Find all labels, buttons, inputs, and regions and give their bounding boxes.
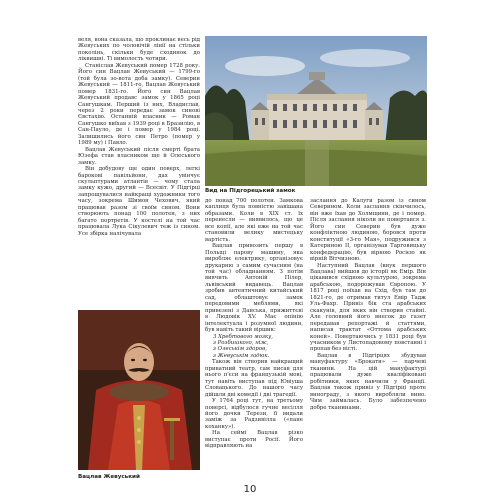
portrait-photo — [78, 310, 200, 470]
poem-line: З Хребтового мозку, — [213, 333, 273, 340]
page-number: 10 — [243, 484, 257, 495]
paragraph: На сеймі Вацлав різко виступає проти Росії. Його відправляють на — [205, 430, 303, 450]
paragraph: Також він створив найкращий приватний театр, сам писав для нього п'єси на французькій мові, тут навіть виступав під Ювіуша Словацького. До нашого часу дійшли дві комедії і дві трагедії. — [205, 359, 303, 398]
poem-line: з Олеськім здоров, — [213, 346, 267, 353]
paragraph: У 1764 році тут, на третьому поверсі, відбулося гучне весілля його дочки Терези, її видали заміж за Радзивілла («пане коханку»). — [205, 398, 303, 430]
text-column-right — [310, 198, 426, 411]
paragraph: Вацлав Жевуський після смерті брата Юзефа став власником ще й Олеського замку. — [78, 146, 200, 166]
castle-photo — [205, 36, 427, 186]
castle-photo-caption: Вид на Підгорецький замок — [205, 188, 296, 194]
paragraph: заслання до Калуги разом із сином Северином. Коли заслання скінчилось, він вже їхав до Холмщини, де і помер. Після заслання ніколи не повертався з. Його син Северин був дуже конфліктною людиною, боровся проти конституції «3-го Мая», подружився з Катериною II, організував Тарговицьку конфедерацію, був вірною Росією як вірній Вітчизною. — [310, 198, 426, 263]
poem-line: з Розбишкого, ніж, — [213, 339, 269, 346]
text-column-middle — [205, 198, 303, 450]
poem-line: з Жевуськім гадюк. — [213, 352, 270, 359]
paragraph: веля, вона сказала, що проклинає весь рід Жевуських по чоловічій лінії на стільки поколінь, скільки буде сходинок до ліквишні. Ті вимолость чотири. — [78, 37, 200, 63]
paragraph: до понад 700 полотен. Замкова каплиця була повністю завішана образами. Коли в XIX ст. їх перенесли — виявилось, що це все копії, але які вже на той час становили велику мистецьку вартість. — [205, 198, 303, 243]
paragraph: Він добудову ще один поверх, легкі барокові павільйони, дах увінчує скульптурами атлантів — чому стала замку кужо, другий — Всесвіт. У Підгірці запрошувалися найкращі художники того часу, зокрема Шимон Чехович, який працював разом зі своїм сином. Вони створюють понад 100 полотен, з них багато портретів. У костелі на той час працювала Лука Сікулевич теж із сином. Усе збірка налічувала — [78, 166, 200, 237]
paragraph: Вацлав привозить першу в Польщі парову машину, яка виробляє електрику, організовує друкарню з самим сучасним (на той час) обладнанням. З потім вивчить Антоній Пілер, львівський видавець. Вацлав зробив автентичний китайський сад, облаштовує замок передовими меблями, які привезені з Данська, прижиттєві в Людовік XV. Має опінію інтелектуала і розумної людини, був навіть такий віршик: — [205, 243, 303, 334]
text-column-left — [78, 37, 200, 237]
paragraph: Вацлав в Підгірцях збудував мануфактуру «Брокати» — парчеві тканини. На цій мануфактурі працювали дуже кваліфіковані робітники, яких навчили у Франції. Вацлав також привіз у Підгірці проте винограду, з якого виробляли вино. Чим займалась. Було забезпечено добре тканинами. — [310, 352, 426, 411]
paragraph: Станіслав Жевуський помер 1728 року. Його син Вацлав Жевуський — 1799-го (той була зо-вота доба замку). Северин Жевуський — 1811-го, Вацлав Жевуський помер 1831-го. Його син Вацлав Жевуський продавс замок у 1865 році Сангушкам. Перший із них, Владислав, через 2 роки передає замок синові Євстахію. Останній власник — Роман Сангушко виїхав з 1939 році в Бразилію, в Сан-Пауло, де і помер у 1984 році. Залишились його син Петро (помер у 1989 му) і Павло. — [78, 62, 200, 147]
paragraph: Наступний Вацлав (внук першого Вацлава) вийшов до історії як Емір. Він цікавився східною культурою, зокрема арабською, подорожував Європою. У 1817 році поїхав на Схід, був там до 1821-го, де отримав титул Емір Тадж Уль-Фахр. Привіз бік ста арабських скакунів, для яких він створив стайні. Але головний його внесок до газет передавав репортажі й статтями, написав трактат «Оттома арабських коней». Повертаючись у 1831 році був учасником у Листопадовому повстанні і пропав без вісті. — [310, 262, 426, 353]
portrait-photo-caption: Вацлав Жевуський — [78, 474, 140, 480]
